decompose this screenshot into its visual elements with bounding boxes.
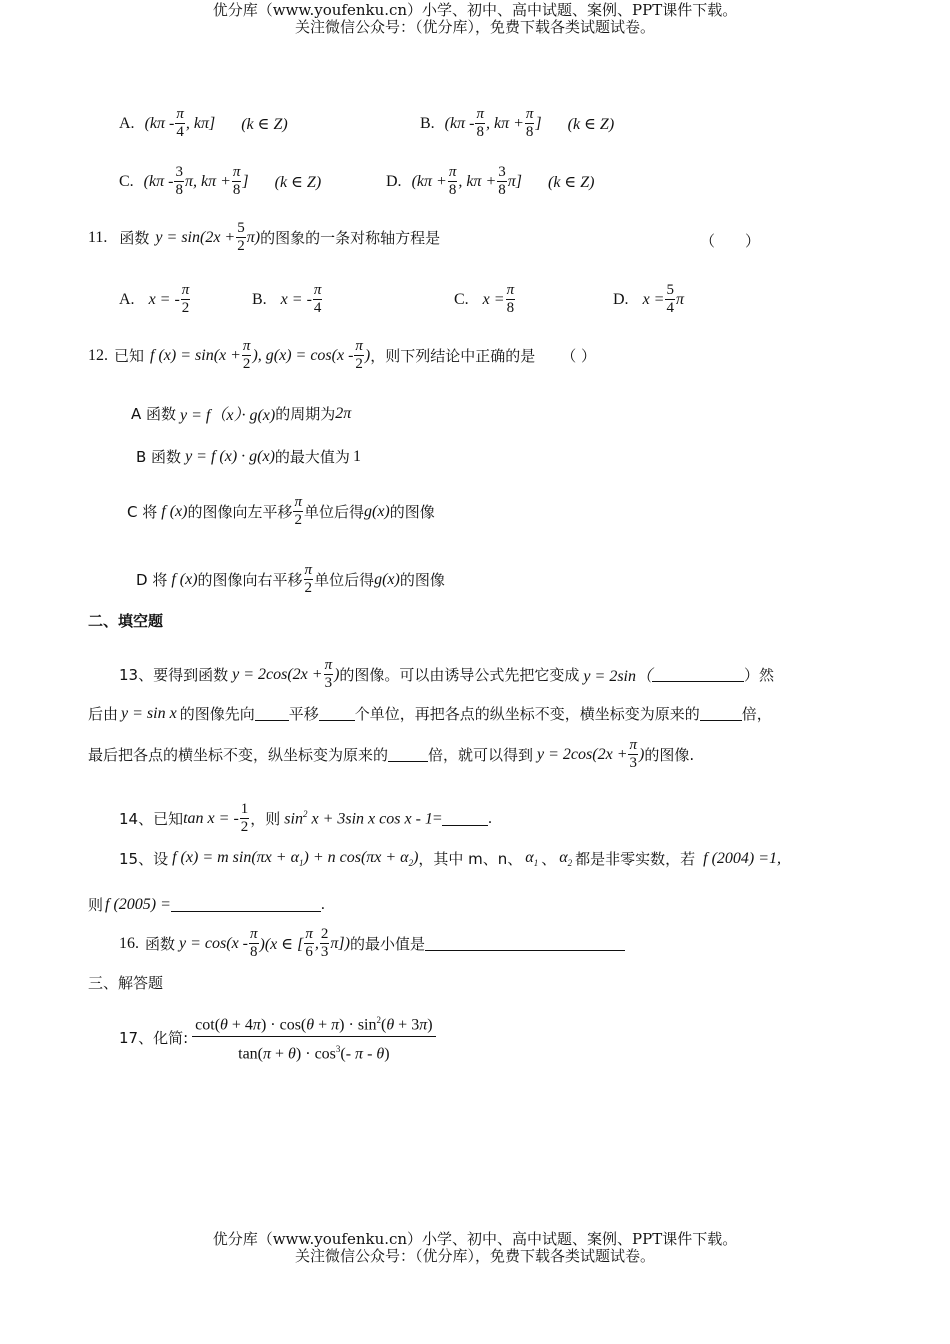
q14-stem: 14、 已知 tan x = - $\frac{1}{2}$ ，则 $\sin^2 x + 3\sin$ x cos x - 1 = . <box>119 801 492 835</box>
q11-answer-paren: （ ） <box>700 232 761 250</box>
q12-option-c: C 将 f (x) 的图像向左平移 $\frac{\pi}{2}$ 单位后得 g(x) 的图像 <box>127 494 435 528</box>
q12-option-b: B 函数 y = f (x) · g(x) 的最大值为 1 <box>136 447 361 466</box>
q10-option-b: B. (kπ - $\frac{\pi}{8}$ , kπ + $\frac{\pi}{8}$ ] (k ∈ Z) <box>420 106 615 140</box>
section-answer-heading: 三、解答题 <box>88 974 164 992</box>
q13-line-3: 最后把各点的横坐标不变，纵坐标变为原来的 倍，就可以得到 y = 2cos(2x + $\frac{\pi}{3}$ ) 的图像. <box>88 737 695 771</box>
q13-line-1: 13、 要得到函数 y = 2cos(2x + $\frac{\pi}{3}$ ) 的图像。可以由诱导公式先把它变成 y = 2sin（ ）然 <box>119 657 775 691</box>
q11-option-a: A. x = - $\frac{\pi}{2}$ <box>119 282 190 316</box>
q16-stem: 16. 函数 y = cos(x - $\frac{\pi}{8}$ )(x ∈ [ $\frac{\pi}{6}$ , $\frac{2}{3}$ π]) 的最小值是 <box>119 926 625 961</box>
q12-stem: 12. 已知 f (x) = sin(x + $\frac{\pi}{2}$ ), g(x) = cos(x - $\frac{\pi}{2}$ ) ，则下列结论中正确的是 （ ） <box>88 338 597 372</box>
q11-option-b: B. x = - $\frac{\pi}{4}$ <box>252 282 322 316</box>
q13-line-2: 后由 y = sin x 的图像先向 平移 个单位，再把各点的纵坐标不变，横坐标变为原来的 倍， <box>88 704 772 723</box>
q11-option-c: C. x = $\frac{\pi}{8}$ <box>454 282 515 316</box>
q12-option-d: D 将 f (x) 的图像向右平移 $\frac{\pi}{2}$ 单位后得 g(x) 的图像 <box>136 562 445 596</box>
q15-line-2: 则 f (2005) = . <box>88 895 325 914</box>
section-fill-in-heading: 二、填空题 <box>88 612 164 630</box>
q12-option-a: A 函数 y = f（x）· g(x) 的周期为 2π <box>131 404 352 424</box>
header-line-1: 优分库（www.youfenku.cn）小学、初中、高中试题、案例、PPT课件下载。 <box>212 1 738 19</box>
footer-line-2: 关注微信公众号：（优分库），免费下载各类试题试卷。 <box>294 1247 655 1265</box>
q11-stem: 11. 函数 y = sin(2x + $\frac{5}{2}$ π) 的图象的一条对称轴方程是 <box>88 220 441 254</box>
q10-option-d: D. (kπ + $\frac{\pi}{8}$ , kπ + $\frac{3}{8}$ π] (k ∈ Z) <box>386 164 595 198</box>
header-line-2: 关注微信公众号：（优分库），免费下载各类试题试卷。 <box>294 18 655 36</box>
q11-option-d: D. x = $\frac{5}{4}$ π <box>613 282 684 316</box>
q10-option-a: A. (kπ - $\frac{\pi}{4}$ , kπ] (k ∈ Z) <box>119 106 288 140</box>
q10-option-c: C. (kπ - $\frac{3}{8}$ π, kπ + $\frac{\pi}{8}$ ] (k ∈ Z) <box>119 164 322 198</box>
footer-line-1: 优分库（www.youfenku.cn）小学、初中、高中试题、案例、PPT课件下载。 <box>212 1230 738 1248</box>
q17-stem: 17、 化简: $\frac{\cot(\theta + 4\pi) \cdot \cos(\theta + \pi) \cdot \sin^2(\theta + 3\pi)}{\tan(\pi + \theta) \cdot \cos^3(- \pi - \theta)}$ <box>119 1009 437 1067</box>
q15-line-1: 15、 设 f (x) = m $\sin(\pi x + \alpha_1) + n$ $\cos(\pi x + \alpha_2)$ ，其中 m、n、 $\alpha_1$ 、 $\alpha_2$ 都是非零实数，若 f (2004) =1, <box>119 848 782 869</box>
